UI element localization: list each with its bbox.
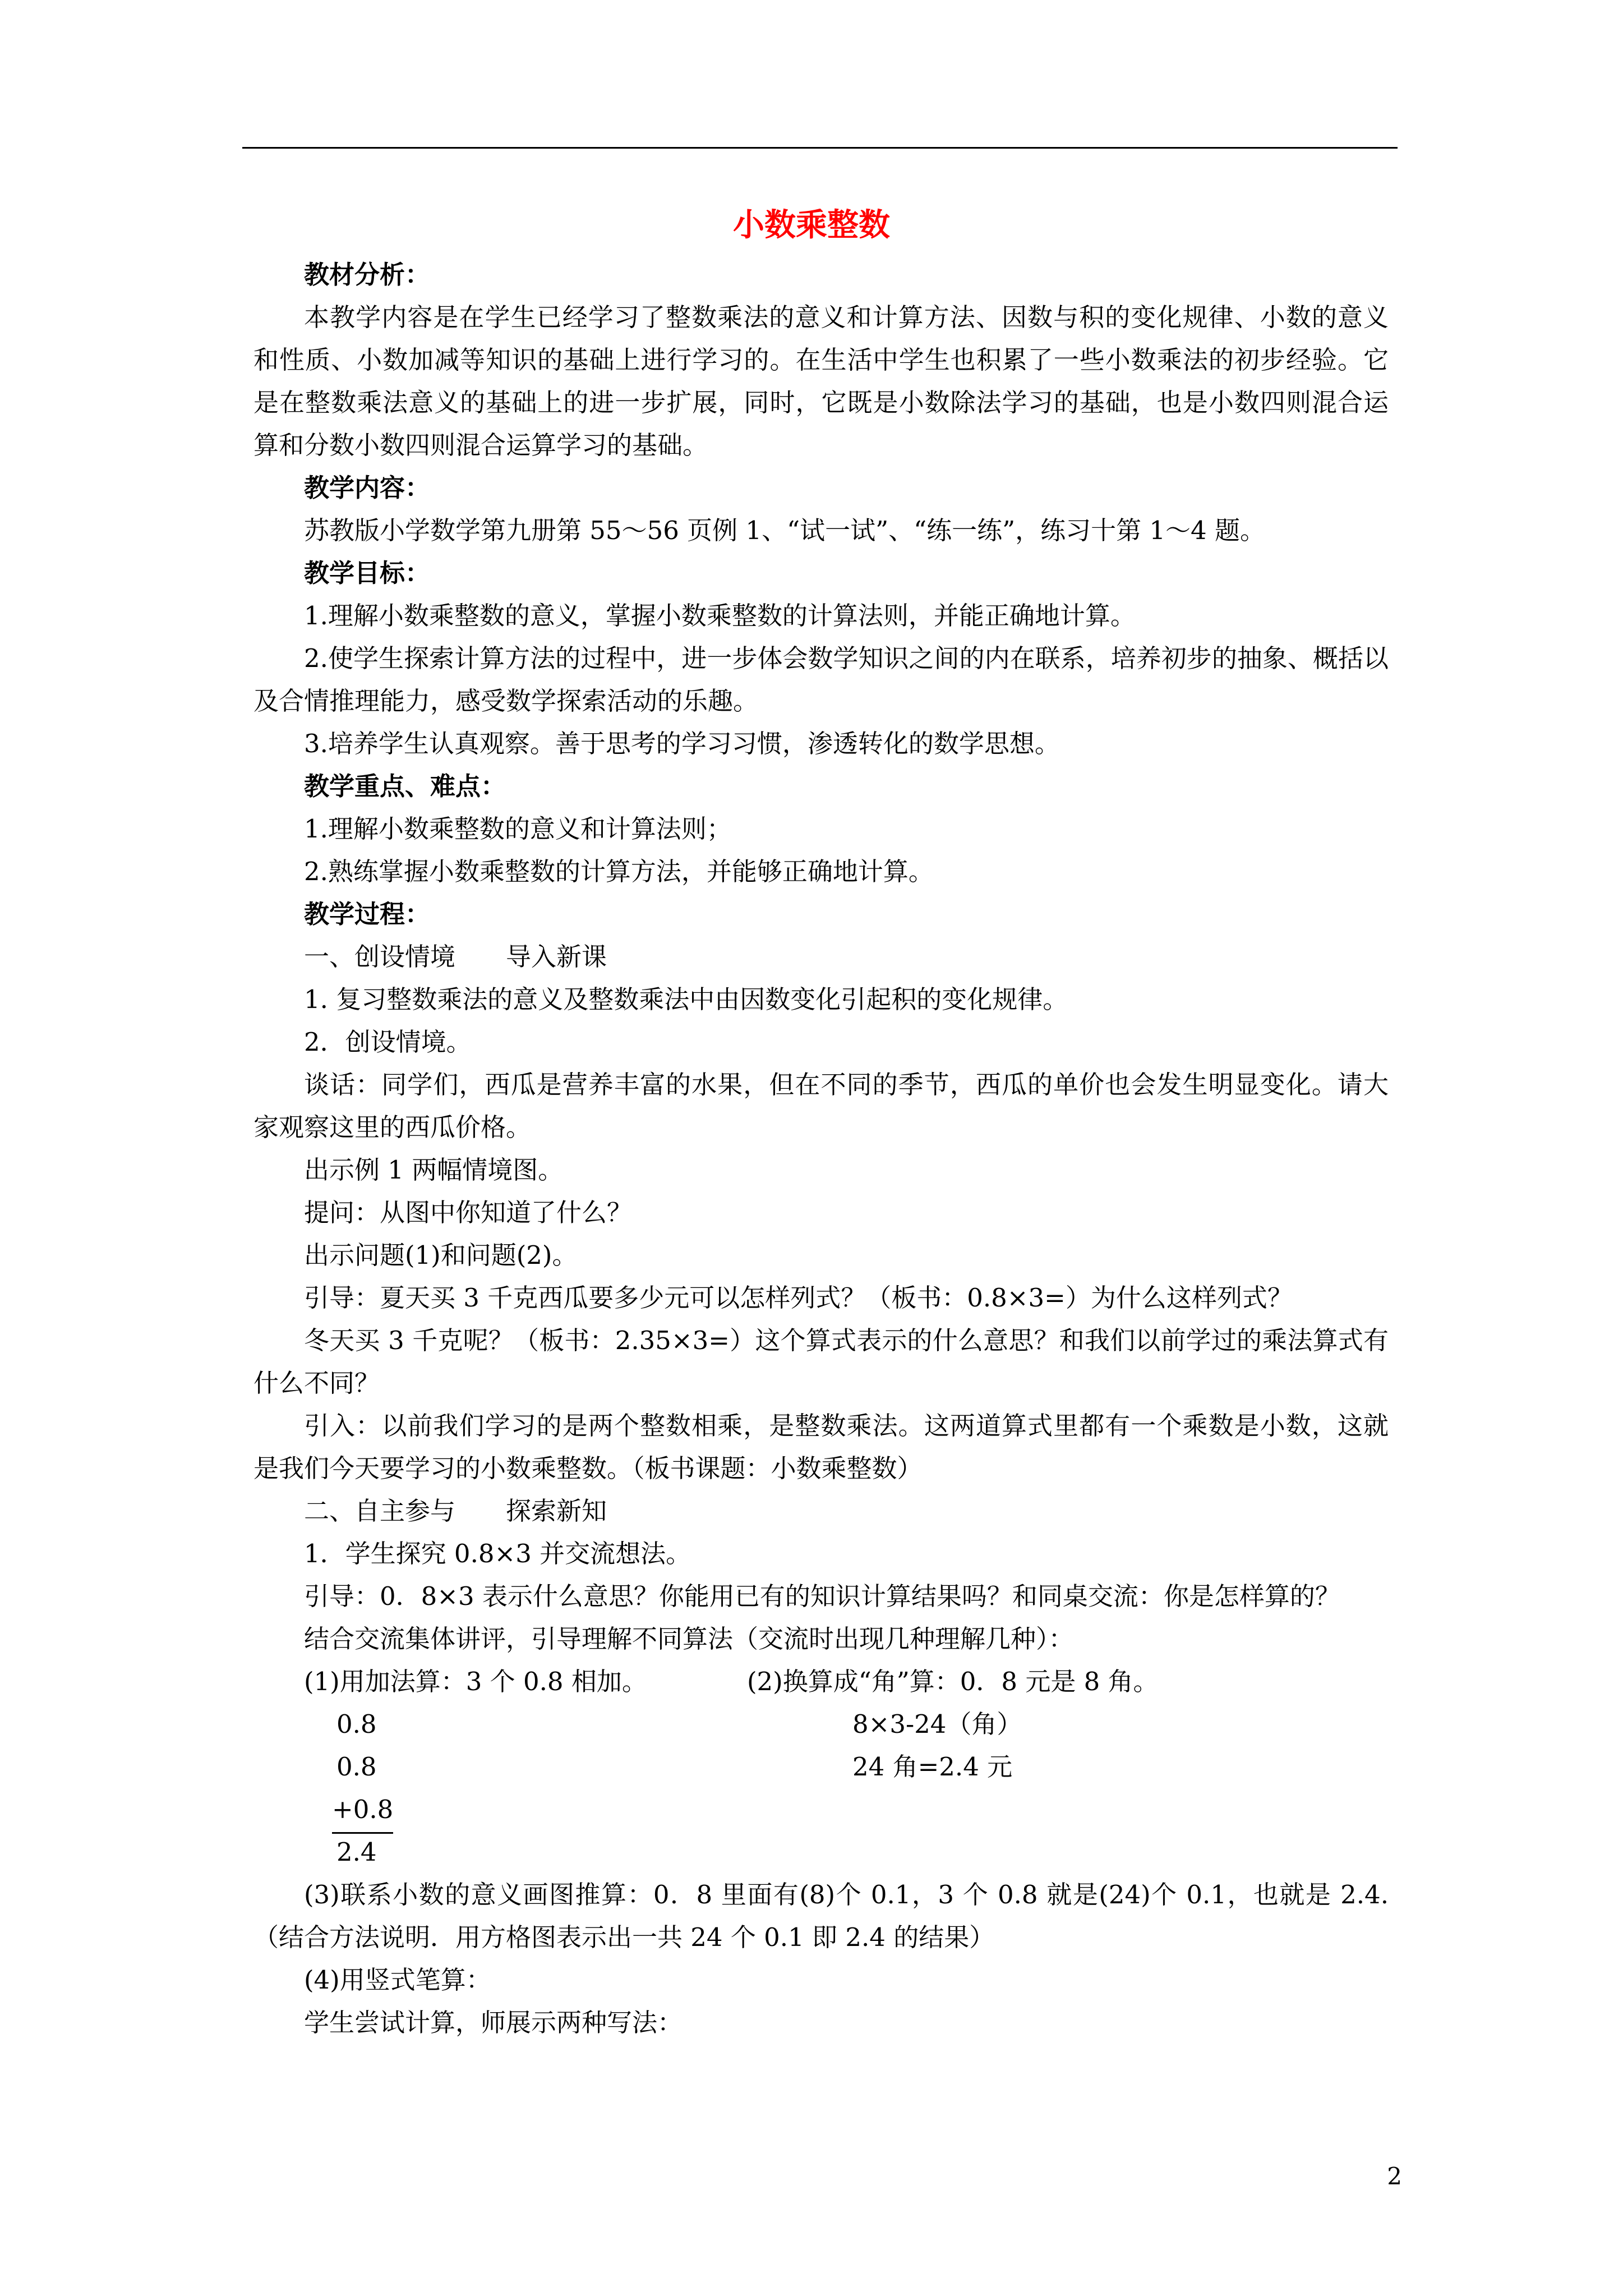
question-line: 提问：从图中你知道了什么？: [304, 1198, 633, 1227]
content-paragraph: 苏教版小学数学第九册第 55～56 页例 1、“试一试”、“练一练”，练习十第 1～4 题。: [304, 516, 1265, 545]
page-number: 2: [1387, 2162, 1402, 2190]
addend-with-plus: +0.8: [332, 1788, 393, 1834]
method-1: (1)用加法算：3 个 0.8 相加。: [304, 1667, 647, 1696]
header-rule: [242, 147, 1398, 149]
talk-paragraph: 谈话：同学们，西瓜是营养丰富的水果，但在不同的季节，西瓜的单价也会发生明显变化。请大家观察这里的西瓜价格。: [253, 1070, 1389, 1142]
addition-result: 2.4: [336, 1837, 377, 1867]
part-one-item: 1. 复习整数乘法的意义及整数乘法中由因数变化引起积的变化规律。: [304, 984, 1068, 1014]
guide-paragraph: 冬天买 3 千克呢？（板书：2.35×3=）这个算式表示的什么意思？和我们以前学过的乘法算式有什么不同？: [253, 1326, 1389, 1398]
show-problems-line: 出示问题(1)和问题(2)。: [304, 1240, 578, 1270]
jiao-calc: 8×3-24（角）: [852, 1709, 1022, 1739]
key-point-item: 2.熟练掌握小数乘整数的计算方法，并能够正确地计算。: [304, 857, 934, 886]
key-points-heading: 教学重点、难点：: [304, 771, 506, 801]
calc-row: [253, 1831, 1389, 1874]
method-2: (2)换算成“角”算：0．8 元是 8 角。: [747, 1667, 1159, 1696]
analysis-paragraph: 本教学内容是在学生已经学习了整数乘法的意义和计算方法、因数与积的变化规律、小数的意义和性质、小数加减等知识的基础上进行学习的。在生活中学生也积累了一些小数乘法的初步经验。它是在整数乘法意义的基础上的进一步扩展，同时，它既是小数除法学习的基础，也是小数四则混合运算和分数小数四则混合运算学习的基础。: [253, 302, 1389, 460]
calc-row: [253, 1703, 1389, 1746]
guide-paragraph: 引导：夏天买 3 千克西瓜要多少元可以怎样列式？（板书：0.8×3=）为什么这样列式？: [304, 1283, 1293, 1313]
goal-item: 3.培养学生认真观察。善于思考的学习习惯，渗透转化的数学思想。: [304, 729, 1060, 758]
document-body: [253, 254, 1389, 2044]
part-one-heading: 一、创设情境 导入新课: [304, 942, 607, 972]
process-heading: 教学过程：: [304, 899, 431, 929]
addend: 0.8: [336, 1752, 377, 1782]
part-one-item: 2．创设情境。: [304, 1027, 472, 1057]
part-two-heading: 二、自主参与 探索新知: [304, 1496, 607, 1526]
attempt-line: 学生尝试计算，师展示两种写法：: [304, 2008, 683, 2037]
jiao-conversion: 24 角=2.4 元: [852, 1752, 1013, 1782]
guide-paragraph: 引导：0．8×3 表示什么意思？你能用已有的知识计算结果吗？和同桌交流：你是怎样算的？: [304, 1581, 1340, 1611]
goal-item: 2.使学生探索计算方法的过程中，进一步体会数学知识之间的内在联系，培养初步的抽象、概括以及合情推理能力，感受数学探索活动的乐趣。: [253, 643, 1389, 716]
part-two-item: 1．学生探究 0.8×3 并交流想法。: [304, 1539, 691, 1568]
intro-paragraph: 引入：以前我们学习的是两个整数相乘，是整数乘法。这两道算式里都有一个乘数是小数，这就是我们今天要学习的小数乘整数。（板书课题：小数乘整数）: [253, 1411, 1389, 1483]
key-point-item: 1.理解小数乘整数的意义和计算法则；: [304, 814, 732, 844]
content-heading: 教学内容：: [304, 473, 431, 503]
calc-row: [253, 1746, 1389, 1788]
goals-heading: 教学目标：: [304, 558, 431, 588]
method-4-line: (4)用竖式笔算：: [304, 1965, 491, 1995]
analysis-heading: 教材分析：: [304, 260, 431, 289]
method-row: [253, 1660, 1389, 1703]
method-3-paragraph: (3)联系小数的意义画图推算：0．8 里面有(8)个 0.1，3 个 0.8 就是(24)个 0.1，也就是 2.4.（结合方法说明．用方格图表示出一共 24 个 0.1 即 2.4 的结果）: [253, 1880, 1389, 1952]
addend: 0.8: [336, 1709, 377, 1739]
goal-item: 1.理解小数乘整数的意义，掌握小数乘整数的计算法则，并能正确地计算。: [304, 601, 1136, 631]
show-example-line: 出示例 1 两幅情境图。: [304, 1155, 564, 1185]
combine-paragraph: 结合交流集体讲评，引导理解不同算法（交流时出现几种理解几种）：: [304, 1624, 1074, 1654]
calc-row: [253, 1788, 1389, 1831]
page-title: 小数乘整数: [733, 207, 890, 243]
